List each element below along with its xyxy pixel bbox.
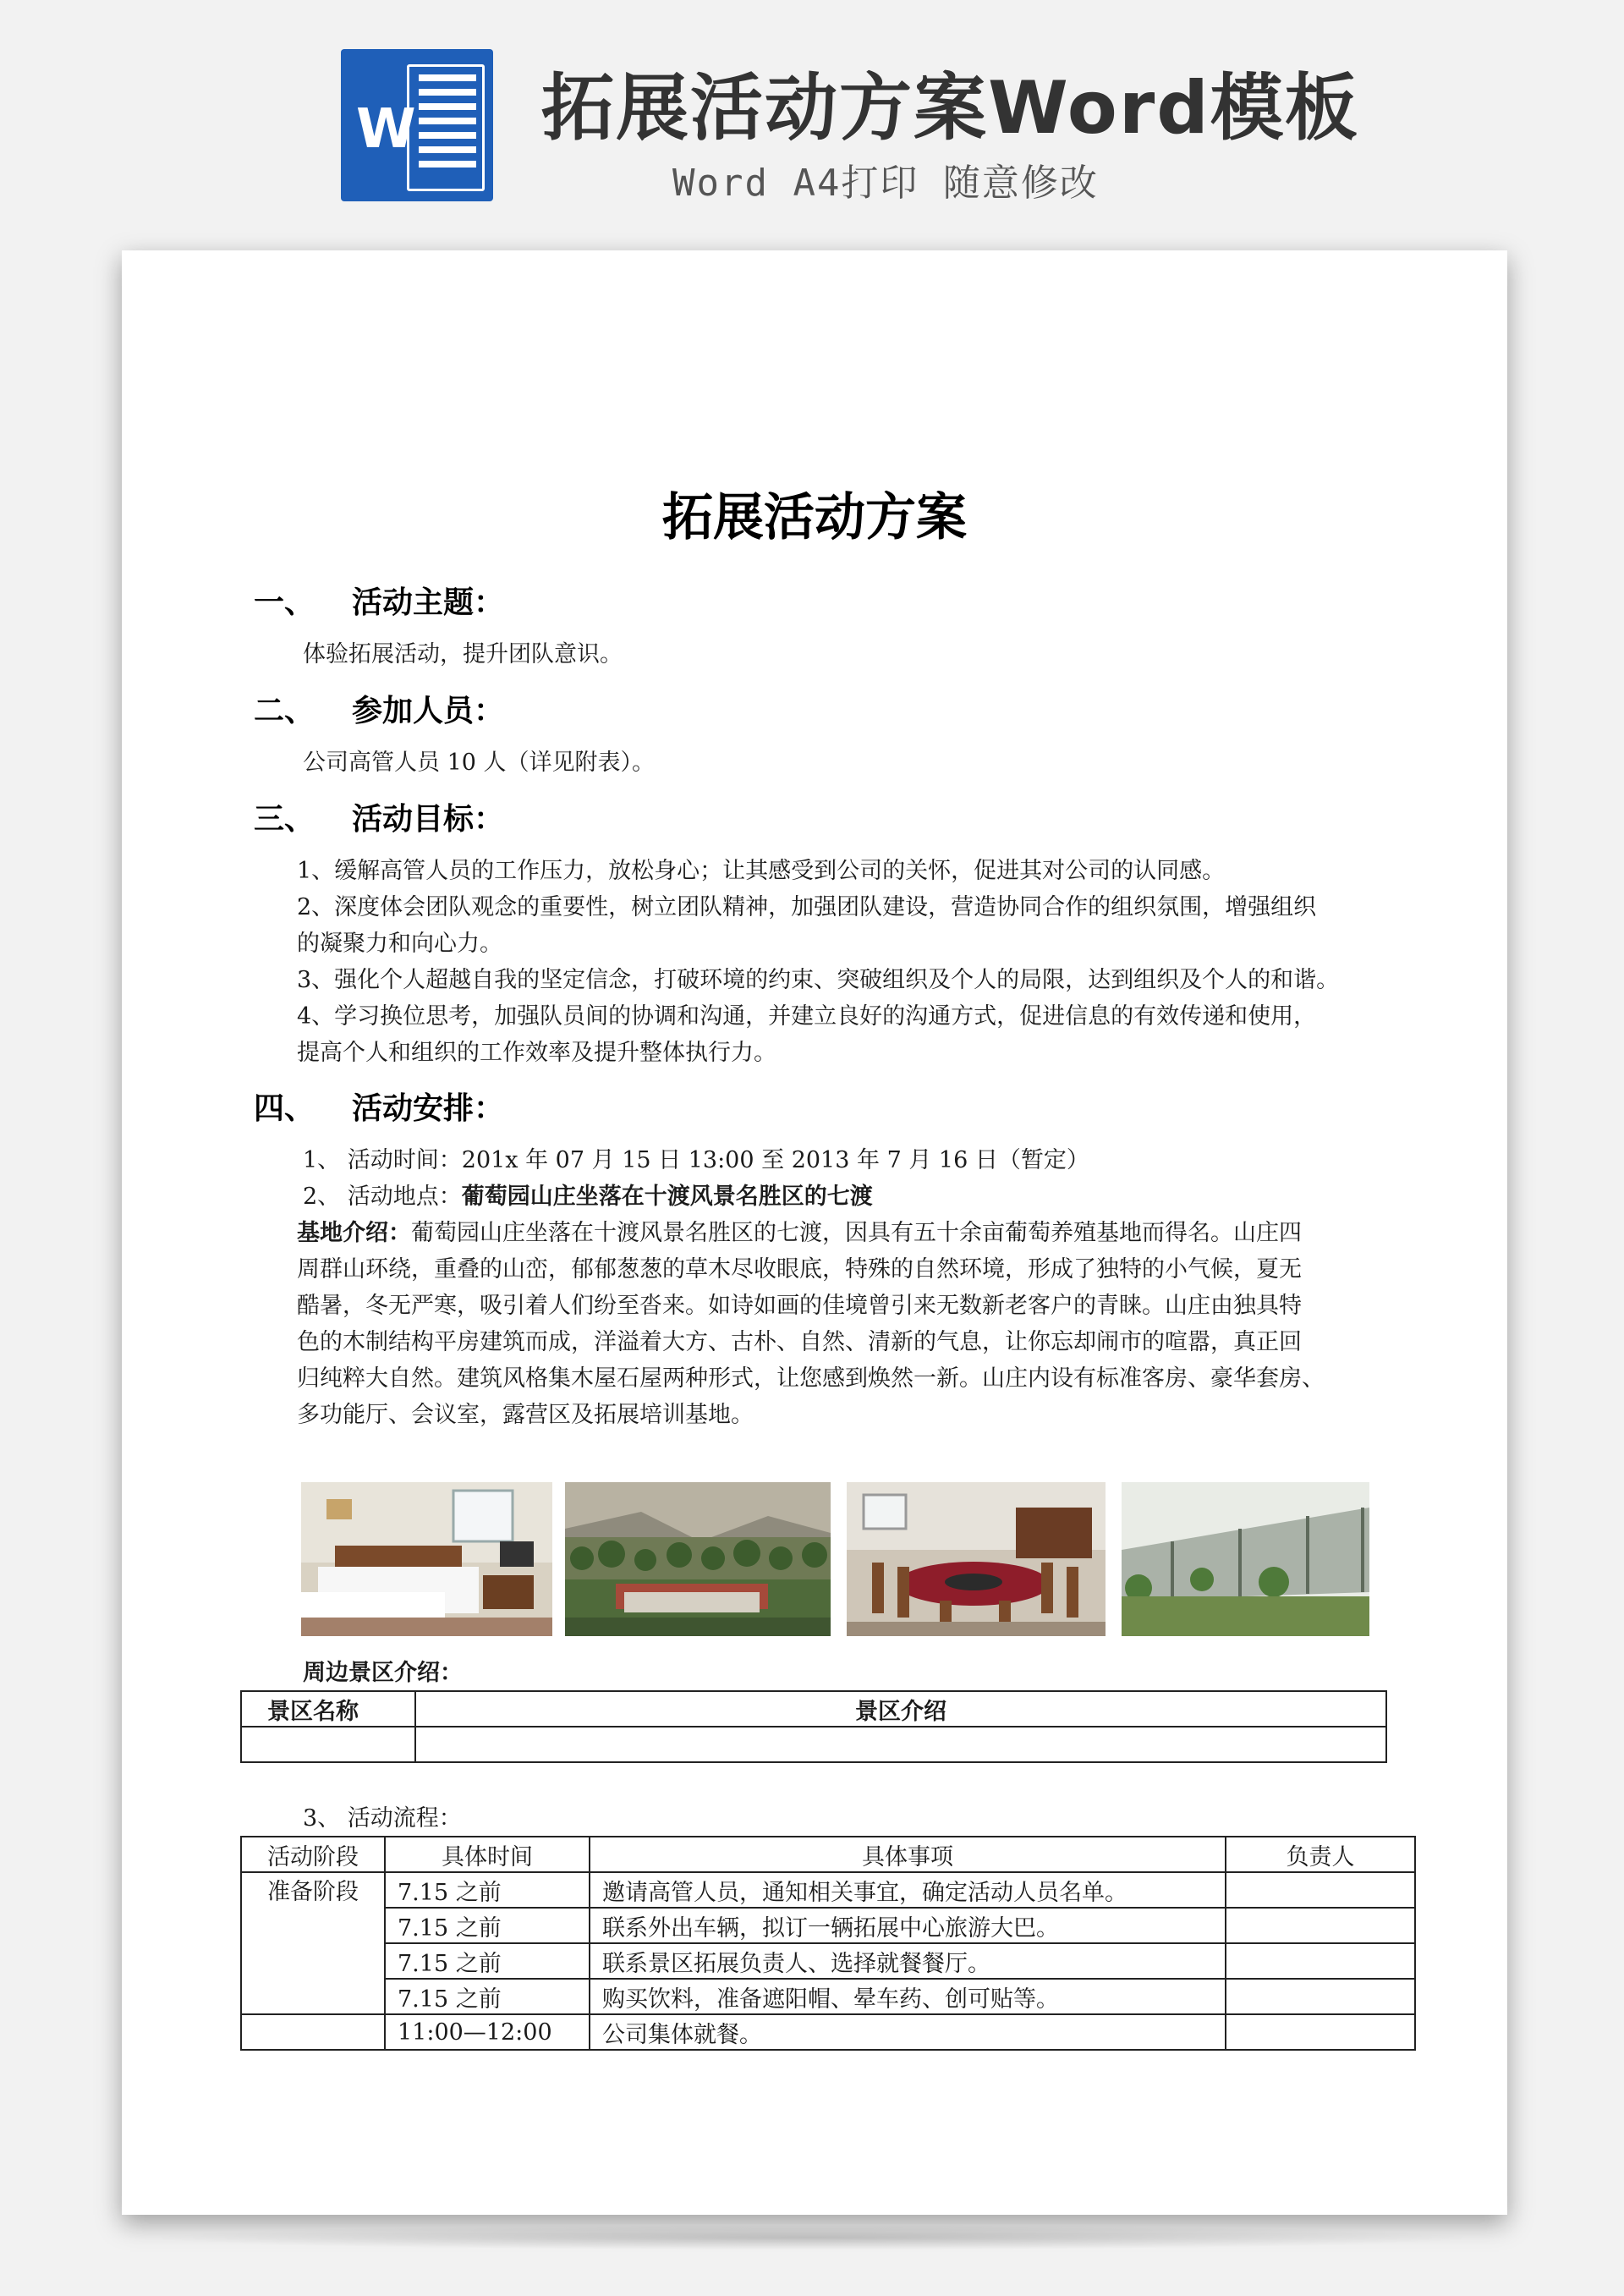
scenic-table <box>240 1690 1387 1763</box>
scenic-label: 周边景区介绍： <box>303 1660 463 1686</box>
section-title: 活动安排： <box>352 1091 505 1126</box>
base-intro-label: 基地介绍： <box>297 1220 411 1246</box>
table-header: 具体时间 <box>385 1837 590 1872</box>
section-number: 四、 <box>254 1091 315 1126</box>
section-heading-2 <box>254 687 504 730</box>
section-heading-3 <box>254 795 504 838</box>
table-cell <box>1226 1979 1415 2014</box>
document-page <box>122 250 1507 2215</box>
base-intro-line: 归纯粹大自然。建筑风格集木屋石屋两种形式，让您感到焕然一新。山庄内设有标准客房、豪华套房、 <box>297 1365 1325 1392</box>
banner-title: 拓展活动方案Word模板 <box>541 66 1359 151</box>
table-cell <box>1226 1943 1415 1979</box>
flow-label: 3、 活动流程： <box>303 1805 462 1832</box>
table-cell <box>241 2014 385 2050</box>
table-row <box>241 1837 1415 1872</box>
table-cell: 联系景区拓展负责人、选择就餐餐厅。 <box>590 1943 1226 1979</box>
table-row <box>241 1908 1415 1943</box>
section-number: 三、 <box>254 802 315 837</box>
place-name: 葡萄园山庄坐落在十渡风景名胜区的七渡 <box>461 1184 873 1210</box>
section-2-text: 公司高管人员 10 人（详见附表）。 <box>303 750 656 776</box>
table-header: 景区介绍 <box>415 1691 1386 1727</box>
table-row <box>241 1979 1415 2014</box>
table-cell: 7.15 之前 <box>385 1908 590 1943</box>
table-header: 活动阶段 <box>241 1837 385 1872</box>
table-row <box>241 1943 1415 1979</box>
table-row <box>241 2014 1415 2050</box>
activity-flow-table <box>240 1836 1416 2051</box>
section-number: 二、 <box>254 694 315 728</box>
section-heading-1 <box>254 579 504 622</box>
section-title: 活动主题： <box>352 585 505 620</box>
table-header: 负责人 <box>1226 1837 1415 1872</box>
table-row <box>241 1691 1386 1727</box>
section-title: 活动目标： <box>352 802 505 837</box>
table-cell <box>1226 2014 1415 2050</box>
table-cell: 7.15 之前 <box>385 1872 590 1908</box>
place-prefix: 2、 活动地点： <box>303 1184 462 1210</box>
goal-line: 提高个人和组织的工作效率及提升整体执行力。 <box>297 1040 776 1066</box>
goal-line: 的凝聚力和向心力。 <box>297 931 502 957</box>
logo-letter: W <box>356 98 416 161</box>
activity-time: 1、 活动时间：201x 年 07 月 15 日 13:00 至 2013 年 7 月 16 日（暂定） <box>303 1147 1089 1173</box>
base-intro-line: 多功能厅、会议室，露营区及拓展培训基地。 <box>297 1402 754 1428</box>
table-cell: 购买饮料，准备遮阳帽、晕车药、创可贴等。 <box>590 1979 1226 2014</box>
section-heading-4 <box>254 1085 504 1128</box>
activity-place <box>303 1178 1512 1215</box>
base-intro-line: 色的木制结构平房建筑而成，洋溢着大方、古朴、自然、清新的气息，让你忘却闹市的喧嚣，真正回 <box>297 1329 1302 1355</box>
table-cell: 邀请高管人员，通知相关事宜，确定活动人员名单。 <box>590 1872 1226 1908</box>
photo-mountain-view <box>565 1482 831 1636</box>
table-cell <box>415 1727 1386 1762</box>
table-cell: 公司集体就餐。 <box>590 2014 1226 2050</box>
section-1-text: 体验拓展活动，提升团队意识。 <box>303 641 623 667</box>
photo-hotel-room <box>301 1482 552 1636</box>
base-intro-line: 酷暑，冬无严寒，吸引着人们纷至沓来。如诗如画的佳境曾引来无数新老客户的青睐。山庄由独具特 <box>297 1293 1302 1319</box>
table-header: 景区名称 <box>241 1691 415 1727</box>
goal-line: 2、深度体会团队观念的重要性，树立团队精神，加强团队建设，营造协同合作的组织氛围，增强组织 <box>297 894 1317 920</box>
base-intro-line: 周群山环绕，重叠的山峦，郁郁葱葱的草木尽收眼底，特殊的自然环境，形成了独特的小气候，夏无 <box>297 1256 1302 1283</box>
word-logo-icon <box>341 49 493 201</box>
goal-line: 4、学习换位思考，加强队员间的协调和沟通，并建立良好的沟通方式，促进信息的有效传递和使用， <box>297 1003 1317 1030</box>
document-title: 拓展活动方案 <box>662 488 967 547</box>
goal-line: 3、强化个人超越自我的坚定信念，打破环境的约束、突破组织及个人的局限，达到组织及个人的和谐。 <box>297 967 1340 993</box>
table-cell: 11:00—12:00 <box>385 2014 590 2050</box>
table-cell <box>1226 1908 1415 1943</box>
table-cell <box>241 1727 415 1762</box>
table-cell: 准备阶段 <box>241 1872 385 2014</box>
table-row <box>241 1727 1386 1762</box>
base-intro-text: 葡萄园山庄坐落在十渡风景名胜区的七渡，因具有五十余亩葡萄养殖基地而得名。山庄四 <box>411 1220 1302 1246</box>
table-row <box>241 1872 1415 1908</box>
table-cell: 联系外出车辆，拟订一辆拓展中心旅游大巴。 <box>590 1908 1226 1943</box>
table-header: 具体事项 <box>590 1837 1226 1872</box>
table-cell <box>1226 1872 1415 1908</box>
text-lines-shape <box>419 74 476 175</box>
banner-subtitle: Word A4打印 随意修改 <box>672 162 1099 205</box>
table-cell: 7.15 之前 <box>385 1979 590 2014</box>
section-title: 参加人员： <box>352 694 505 728</box>
banner <box>0 0 1624 237</box>
goal-line: 1、缓解高管人员的工作压力，放松身心；让其感受到公司的关怀，促进其对公司的认同感。 <box>297 858 1226 884</box>
section-number: 一、 <box>254 585 315 620</box>
photo-dining-hall <box>847 1482 1106 1636</box>
table-cell: 7.15 之前 <box>385 1943 590 1979</box>
page-shadow <box>144 2225 1480 2250</box>
base-intro-line <box>297 1215 1506 1251</box>
photo-training-ground <box>1122 1482 1369 1636</box>
